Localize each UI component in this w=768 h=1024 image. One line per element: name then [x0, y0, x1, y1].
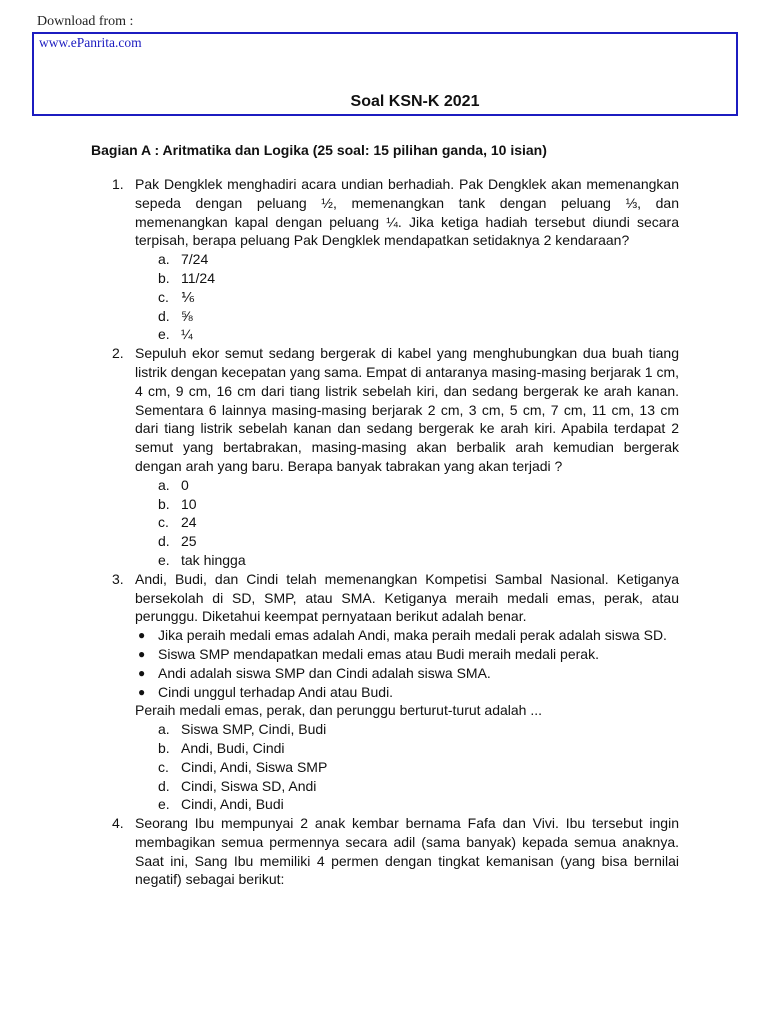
- option-letter: a.: [158, 476, 170, 493]
- section-title: Bagian A : Aritmatika dan Logika (25 soal: 15 pilihan ganda, 10 isian): [91, 142, 547, 158]
- bullet-icon: ●: [138, 628, 146, 643]
- download-from-label: Download from :: [37, 14, 134, 29]
- answer-option: [135, 739, 679, 758]
- option-letter: e.: [158, 326, 170, 343]
- answer-option: [135, 551, 679, 570]
- epanrita-link[interactable]: www.ePanrita.com: [39, 35, 142, 50]
- option-text: ⅝: [181, 307, 193, 324]
- question-number: 3.: [112, 570, 124, 587]
- option-text: Cindi, Andi, Budi: [181, 796, 284, 813]
- question-text: Pak Dengklek menghadiri acara undian berhadiah. Pak Dengklek akan memenangkan sepeda dengan peluang ½, memenangkan tank dengan peluang ⅓, dan memenangkan kapal dengan peluang ¼. Jika ketiga hadiah tersebut diundi secara terpisah, berapa peluang Pak Dengklek mendapatkan setidaknya 2 kendaraan?: [135, 176, 679, 249]
- answer-option: [135, 325, 679, 344]
- answer-option: [135, 307, 679, 326]
- answer-option: [135, 513, 679, 532]
- option-letter: e.: [158, 796, 170, 813]
- answer-option: [135, 288, 679, 307]
- statement-item: ● Jika peraih medali emas adalah Andi, maka peraih medali perak adalah siswa SD.: [138, 627, 667, 644]
- question-1: [112, 175, 679, 344]
- option-text: Cindi, Siswa SD, Andi: [181, 777, 317, 794]
- option-letter: a.: [158, 721, 170, 738]
- bullet-icon: ●: [138, 646, 146, 661]
- bullet-icon: ●: [138, 684, 146, 699]
- option-letter: b.: [158, 739, 170, 756]
- option-text: Siswa SMP, Cindi, Budi: [181, 721, 327, 738]
- question-number: 4.: [112, 815, 124, 832]
- question-3: [112, 570, 679, 814]
- option-text: tak hingga: [181, 551, 246, 568]
- answer-options: [135, 250, 679, 344]
- statement-list: [135, 626, 679, 701]
- option-text: Cindi, Andi, Siswa SMP: [181, 758, 328, 775]
- option-text: ¼: [181, 326, 193, 343]
- question-text: Sepuluh ekor semut sedang bergerak di kabel yang menghubungkan dua buah tiang listrik dengan kecepatan yang sama. Empat di antaranya masing-masing berjarak 1 cm, 4 cm, 9 cm, 16 cm dari tiang listrik sebelah kiri, dan sedang bergerak ke arah kanan. Sementara 6 lainnya masing-masing berjarak 2 cm, 3 cm, 5 cm, 7 cm, 11 cm, 13 cm dari tiang listrik sebelah kanan dan sedang bergerak ke arah kiri. Apabila terdapat 2 semut yang bertabrakan, masing-masing akan berbalik arah kemudian bergerak dengan arah yang baru. Berapa banyak tabrakan yang akan terjadi ?: [135, 345, 679, 474]
- bullet-icon: ●: [138, 665, 146, 680]
- answer-option: [135, 476, 679, 495]
- option-letter: d.: [158, 307, 170, 324]
- answer-option: [135, 795, 679, 814]
- question-number: 1.: [112, 176, 124, 192]
- answer-option: [135, 532, 679, 551]
- option-text: 0: [181, 476, 189, 493]
- answer-options: [135, 720, 679, 814]
- answer-option: [135, 495, 679, 514]
- statement-item: ● Siswa SMP mendapatkan medali emas atau Budi meraih medali perak.: [138, 645, 599, 662]
- question-2: [112, 344, 679, 570]
- answer-option: [135, 777, 679, 796]
- document-title: Soal KSN-K 2021: [350, 93, 480, 110]
- option-text: 11/24: [181, 269, 215, 286]
- option-text: ⅙: [181, 288, 195, 305]
- answer-option: [135, 269, 679, 288]
- question-list: [112, 175, 679, 889]
- question-text: Seorang Ibu mempunyai 2 anak kembar bernama Fafa dan Vivi. Ibu tersebut ingin membagikan semua permennya secara adil (sama banyak) kepada semua anaknya. Saat ini, Sang Ibu memiliki 4 permen dengan tingkat kemanisan (yang bisa bernilai negatif) sebagai berikut:: [135, 815, 679, 888]
- option-text: 24: [181, 514, 197, 531]
- option-text: 7/24: [181, 251, 209, 268]
- option-letter: c.: [158, 514, 169, 531]
- answer-option: [135, 250, 679, 269]
- question-prompt: Peraih medali emas, perak, dan perunggu berturut-turut adalah ...: [135, 702, 543, 719]
- answer-option: [135, 758, 679, 777]
- statement-item: ● Cindi unggul terhadap Andi atau Budi.: [138, 683, 394, 700]
- option-letter: a.: [158, 251, 170, 268]
- question-number: 2.: [112, 345, 124, 362]
- statement-item: ● Andi adalah siswa SMP dan Cindi adalah siswa SMA.: [138, 664, 491, 681]
- option-letter: e.: [158, 551, 170, 568]
- option-letter: d.: [158, 533, 170, 550]
- answer-options: [135, 476, 679, 570]
- answer-option: [135, 720, 679, 739]
- question-4: [112, 814, 679, 889]
- option-text: Andi, Budi, Cindi: [181, 739, 285, 756]
- option-letter: c.: [158, 758, 169, 775]
- question-text: Andi, Budi, dan Cindi telah memenangkan Kompetisi Sambal Nasional. Ketiganya bersekolah di SD, SMP, atau SMA. Ketiganya meraih medali emas, perak, atau perunggu. Diketahui keempat pernyataan berikut adalah benar.: [135, 570, 679, 625]
- option-text: 10: [181, 495, 197, 512]
- option-letter: d.: [158, 777, 170, 794]
- option-letter: c.: [158, 288, 169, 305]
- option-text: 25: [181, 533, 197, 550]
- header-box: [32, 32, 738, 116]
- option-letter: b.: [158, 269, 170, 286]
- option-letter: b.: [158, 495, 170, 512]
